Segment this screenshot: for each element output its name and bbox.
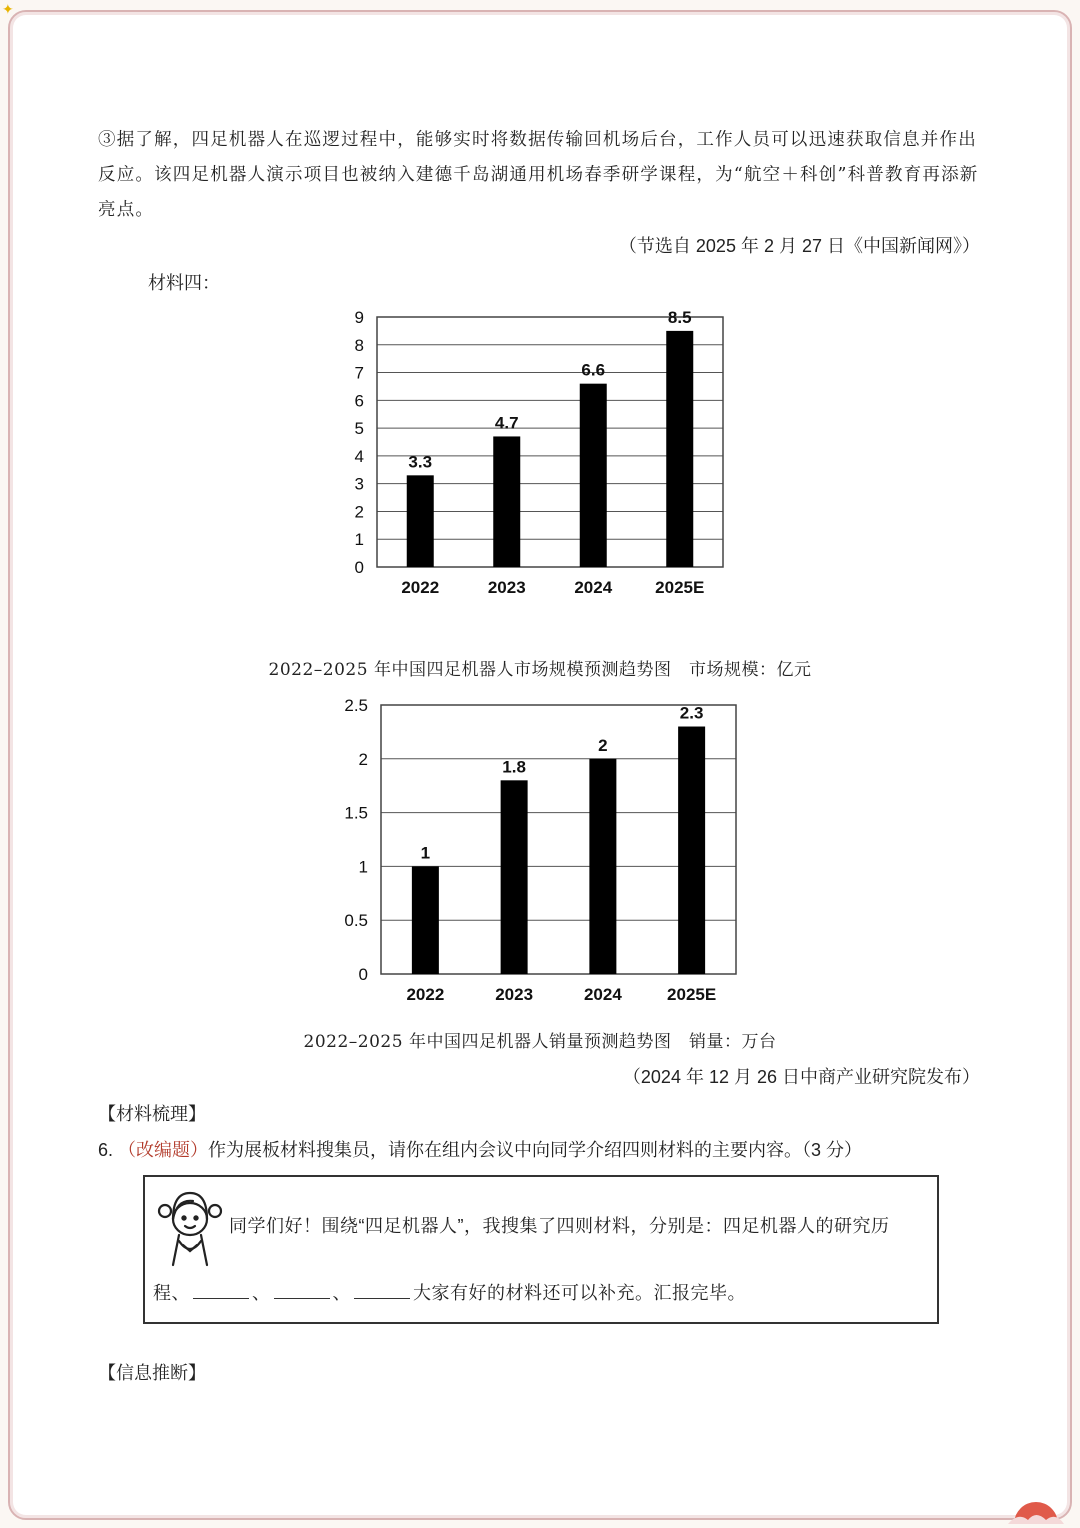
y-tick-label: 2 bbox=[358, 749, 368, 769]
data-label: 3.3 bbox=[408, 452, 433, 472]
market-size-chart bbox=[330, 300, 750, 605]
data-label: 2.3 bbox=[679, 703, 704, 723]
material4-label: 材料四： bbox=[148, 273, 220, 294]
x-tick-label: 2022 bbox=[406, 985, 445, 1004]
y-tick-label: 0.5 bbox=[344, 911, 368, 931]
question-text: 作为展板材料搜集员，请你在组内会议中向同学介绍四则材料的主要内容。（3 分） bbox=[208, 1140, 863, 1160]
sales-volume-chart bbox=[320, 690, 760, 1015]
answer-line-2-start: 程、 bbox=[153, 1283, 190, 1303]
data-label: 2 bbox=[598, 735, 608, 755]
answer-line-1: 同学们好！围绕“四足机器人”，我搜集了四则材料，分别是：四足机器人的研究历 bbox=[229, 1216, 890, 1236]
y-tick-label: 1 bbox=[354, 530, 364, 550]
answer-line-2-end: 大家有好的材料还可以补充。汇报完毕。 bbox=[413, 1283, 746, 1303]
x-tick-label: 2022 bbox=[401, 578, 440, 597]
section-material-sorting: 【材料梳理】 bbox=[98, 1104, 206, 1124]
chart1-caption: 2022–2025 年中国四足机器人市场规模预测趋势图 市场规模：亿元 bbox=[268, 660, 812, 680]
bar bbox=[493, 436, 520, 567]
bar bbox=[678, 727, 705, 974]
material3-source: （节选自 2025 年 2 月 27 日《中国新闻网》） bbox=[618, 236, 980, 256]
y-tick-label: 9 bbox=[354, 308, 364, 327]
answer-separator-2: 、 bbox=[332, 1283, 351, 1303]
y-tick-label: 1.5 bbox=[344, 803, 368, 823]
y-tick-label: 3 bbox=[354, 474, 364, 494]
data-label: 6.6 bbox=[581, 360, 606, 380]
x-tick-label: 2024 bbox=[583, 985, 622, 1004]
x-tick-label: 2024 bbox=[574, 578, 613, 597]
answer-separator-1: 、 bbox=[252, 1283, 271, 1303]
bar bbox=[666, 331, 693, 567]
material3-paragraph: ③据了解，四足机器人在巡逻过程中，能够实时将数据传输回机场后台，工作人员可以迅速获取信息并作出反应。该四足机器人演示项目也被纳入建德千岛湖通用机场春季研学课程，为“航空＋科创”科普教育再添新亮点。 bbox=[98, 130, 979, 220]
y-tick-label: 6 bbox=[354, 391, 364, 411]
answer-line-2 bbox=[153, 1279, 746, 1305]
y-tick-label: 8 bbox=[354, 335, 364, 355]
chart2-caption: 2022–2025 年中国四足机器人销量预测趋势图 销量：万台 bbox=[303, 1032, 777, 1052]
y-tick-label: 4 bbox=[354, 446, 364, 466]
answer-box bbox=[143, 1175, 939, 1324]
y-tick-label: 2 bbox=[354, 502, 364, 522]
material4-source: （2024 年 12 月 26 日中商产业研究院发布） bbox=[622, 1067, 980, 1087]
x-tick-label: 2023 bbox=[487, 578, 526, 597]
bar bbox=[501, 780, 528, 974]
x-tick-label: 2025E bbox=[655, 578, 705, 597]
y-tick-label: 1 bbox=[358, 857, 368, 877]
bar bbox=[589, 759, 616, 974]
bar bbox=[407, 475, 434, 567]
data-label: 8.5 bbox=[667, 307, 692, 327]
x-tick-label: 2023 bbox=[495, 985, 534, 1004]
question-number: 6. bbox=[98, 1140, 114, 1160]
data-label: 1.8 bbox=[502, 757, 526, 777]
bar bbox=[412, 866, 439, 974]
y-tick-label: 5 bbox=[354, 419, 364, 439]
bar bbox=[580, 384, 607, 567]
y-tick-label: 0 bbox=[358, 965, 368, 984]
answer-blank-2[interactable] bbox=[274, 1282, 330, 1299]
y-tick-label: 2.5 bbox=[344, 696, 368, 715]
answer-blank-1[interactable] bbox=[193, 1282, 249, 1299]
y-tick-label: 7 bbox=[354, 363, 364, 383]
y-tick-label: 0 bbox=[354, 558, 364, 577]
data-label: 4.7 bbox=[494, 413, 519, 433]
question-6 bbox=[98, 1136, 862, 1162]
answer-blank-3[interactable] bbox=[354, 1282, 410, 1299]
decoration-icon bbox=[1006, 1494, 1066, 1524]
data-label: 1 bbox=[420, 843, 431, 863]
question-tag: （改编题） bbox=[118, 1140, 209, 1160]
x-tick-label: 2025E bbox=[667, 985, 717, 1004]
section-information-inference: 【信息推断】 bbox=[98, 1363, 206, 1383]
girl-avatar-icon bbox=[153, 1185, 227, 1269]
star-icon: ✦ bbox=[2, 2, 14, 18]
